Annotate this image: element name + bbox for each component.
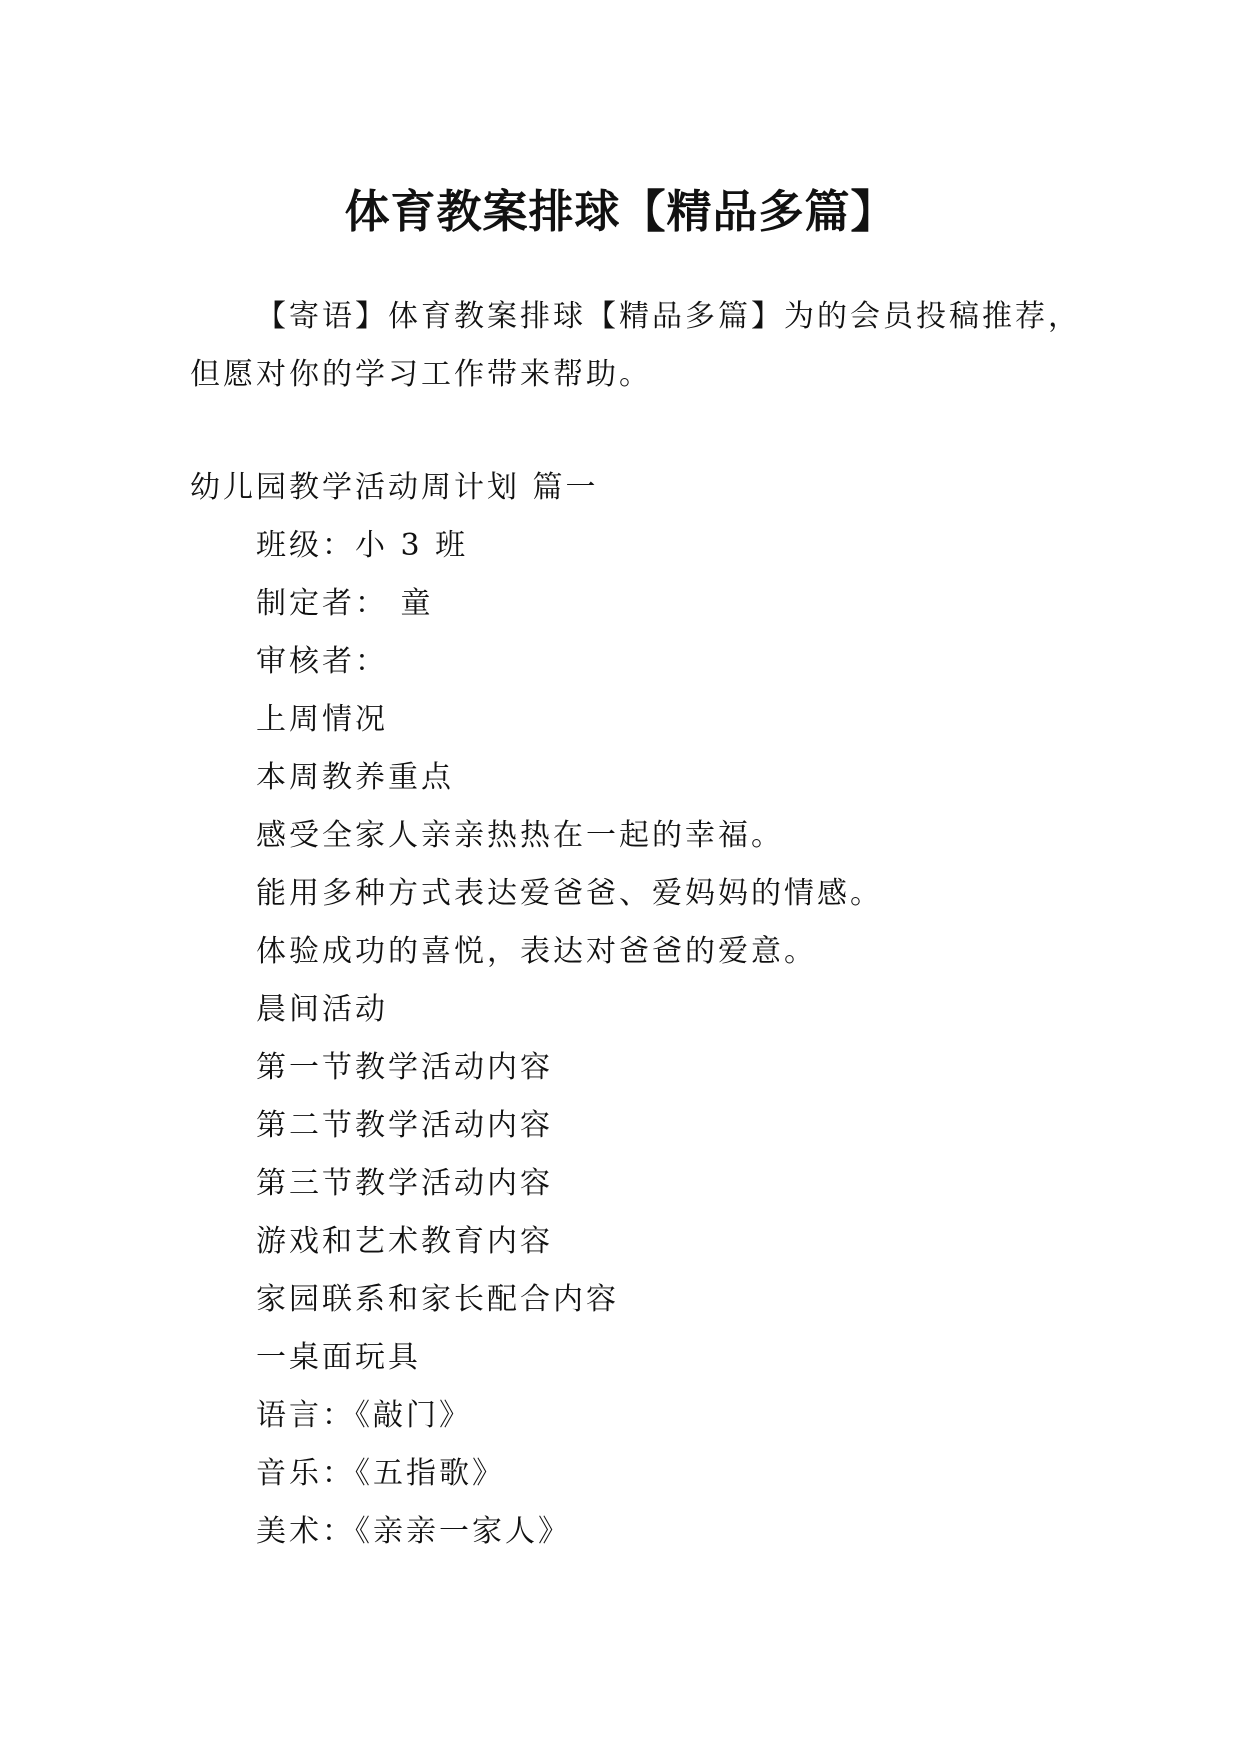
plan-line: 一桌面玩具 [256,1340,421,1375]
plan-line: 语言：《敲门》 [256,1398,472,1433]
plan-line: 班级：小 3 班 [256,528,469,563]
plan-line: 上周情况 [256,702,388,737]
plan-line: 第三节教学活动内容 [256,1166,553,1201]
plan-line: 体验成功的喜悦，表达对爸爸的爱意。 [256,934,817,969]
plan-line: 感受全家人亲亲热热在一起的幸福。 [256,818,784,853]
plan-line: 第二节教学活动内容 [256,1108,553,1143]
plan-line: 制定者： 童 [256,586,434,621]
plan-line: 晨间活动 [256,992,388,1027]
plan-line: 第一节教学活动内容 [256,1050,553,1085]
plan-lines [256,517,883,1561]
plan-line: 游戏和艺术教育内容 [256,1224,553,1259]
intro-paragraph [190,288,1081,404]
plan-line: 本周教养重点 [256,760,454,795]
plan-line: 能用多种方式表达爱爸爸、爱妈妈的情感。 [256,876,883,911]
document-title: 体育教案排球【精品多篇】 [344,185,897,239]
intro-line: 但愿对你的学习工作带来帮助。 [190,357,652,392]
plan-line: 审核者： [256,644,388,679]
intro-line: 【寄语】体育教案排球【精品多篇】为的会员投稿推荐， [256,299,1081,334]
section-heading: 幼儿园教学活动周计划 篇一 [190,470,599,505]
plan-line: 美术：《亲亲一家人》 [256,1514,571,1549]
plan-line: 家园联系和家长配合内容 [256,1282,619,1317]
plan-line: 音乐：《五指歌》 [256,1456,505,1491]
